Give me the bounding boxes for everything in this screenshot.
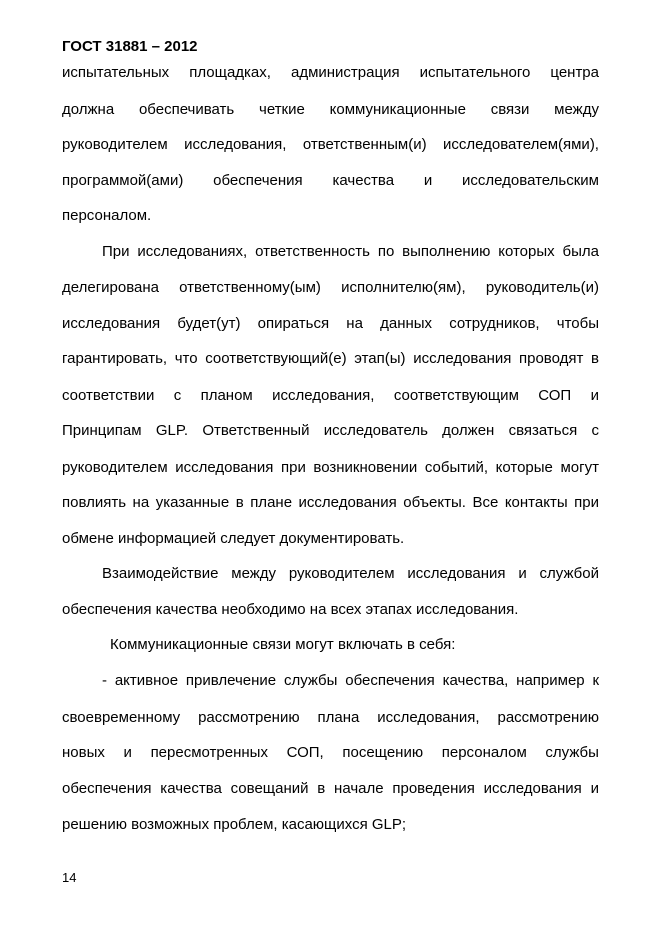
- word: с: [591, 422, 599, 439]
- word: сотрудников,: [449, 315, 540, 332]
- text-line: [62, 350, 599, 367]
- word: что: [174, 350, 198, 367]
- text-line: [102, 672, 599, 689]
- word: ответственному(ым): [179, 279, 321, 296]
- word: совещаний: [230, 780, 309, 797]
- word: пересмотренных: [150, 744, 268, 761]
- word: соответствующим: [393, 387, 519, 404]
- word: на: [346, 315, 363, 332]
- word: четкие: [259, 101, 305, 118]
- word: исследования,: [184, 136, 287, 153]
- word: Принципам: [62, 422, 142, 439]
- word: соответствующий(е): [205, 350, 347, 367]
- word: на: [132, 494, 150, 511]
- word: площадках,: [189, 64, 271, 81]
- word: гарантировать,: [62, 350, 168, 367]
- word: обеспечивать: [138, 101, 235, 118]
- word: персоналом: [441, 744, 527, 761]
- word: Все: [472, 494, 499, 511]
- text-line: [62, 744, 599, 761]
- text-line: обмене информацией следует документировать.: [62, 530, 405, 547]
- word: привлечение: [185, 672, 277, 689]
- text-line: решению возможных проблем, касающихся GLP;: [62, 816, 407, 833]
- word: с: [173, 387, 182, 404]
- text-line: [62, 387, 599, 404]
- word: в: [235, 494, 244, 511]
- word: исследовательским: [462, 172, 599, 189]
- text-line: [62, 315, 599, 332]
- word: и: [590, 387, 599, 404]
- word: соответствии: [62, 387, 155, 404]
- word: обеспечения: [213, 172, 303, 189]
- word: в: [317, 780, 326, 797]
- word: проведения: [392, 780, 475, 797]
- word: опираться: [257, 315, 330, 332]
- word: руководителем: [62, 136, 168, 153]
- text-line: [62, 422, 599, 439]
- word: активное: [114, 672, 179, 689]
- word: по: [377, 243, 395, 260]
- word: между: [231, 565, 277, 582]
- word: событий,: [424, 459, 489, 476]
- word: исследования,: [377, 709, 480, 726]
- word: проводят: [519, 350, 584, 367]
- word: плана: [317, 709, 360, 726]
- word: руководителем: [62, 459, 168, 476]
- word: при: [574, 494, 599, 511]
- text-line: [62, 780, 599, 797]
- word: исследованиях,: [137, 243, 248, 260]
- text-line: [62, 709, 599, 726]
- word: качества,: [442, 672, 509, 689]
- word: планом: [200, 387, 253, 404]
- word: исследования: [413, 350, 512, 367]
- word: GLP.: [155, 422, 189, 439]
- word: связаться: [508, 422, 578, 439]
- word: начале: [334, 780, 384, 797]
- text-line: [102, 243, 599, 260]
- word: рассмотрению: [198, 709, 300, 726]
- word: повлиять: [62, 494, 127, 511]
- word: Взаимодействие: [102, 565, 219, 582]
- word: делегирована: [62, 279, 159, 296]
- word: будет(ут): [177, 315, 241, 332]
- document-header: ГОСТ 31881 – 2012: [62, 38, 198, 55]
- word: При: [102, 243, 130, 260]
- word: ответственным(и): [302, 136, 427, 153]
- word: и: [590, 780, 599, 797]
- word: исследования: [62, 315, 161, 332]
- word: выполнению: [402, 243, 491, 260]
- text-line: [62, 494, 599, 511]
- word: своевременному: [62, 709, 181, 726]
- page-number: 14: [62, 870, 77, 885]
- text-line: [62, 101, 599, 118]
- word: обеспечения: [62, 780, 152, 797]
- word: исследователем(ями),: [443, 136, 599, 153]
- word: к: [592, 672, 599, 689]
- word: службой: [539, 565, 599, 582]
- word: руководителем: [288, 565, 395, 582]
- word: чтобы: [556, 315, 599, 332]
- word: рассмотрению: [497, 709, 599, 726]
- word: и: [123, 744, 132, 761]
- word: при: [280, 459, 306, 476]
- word: посещению: [342, 744, 424, 761]
- word: контакты: [504, 494, 568, 511]
- word: исследования: [483, 780, 582, 797]
- word: и: [423, 172, 433, 189]
- word: исследования: [175, 459, 274, 476]
- text-line: Коммуникационные связи могут включать в себя:: [110, 636, 456, 653]
- word: исследователь: [323, 422, 428, 439]
- word: исследования: [298, 494, 397, 511]
- word: плане: [250, 494, 293, 511]
- word: должна: [62, 101, 115, 118]
- word: например: [516, 672, 585, 689]
- word: исследования,: [272, 387, 375, 404]
- word: объекты.: [403, 494, 466, 511]
- word: была: [562, 243, 599, 260]
- text-line: [62, 459, 599, 476]
- word: службы: [283, 672, 338, 689]
- word: указанные: [155, 494, 230, 511]
- word: между: [554, 101, 599, 118]
- word: должен: [442, 422, 495, 439]
- text-line: [62, 136, 599, 153]
- word: исследования: [407, 565, 506, 582]
- word: испытательных: [62, 64, 170, 81]
- word: ответственность: [255, 243, 370, 260]
- word: коммуникационные: [329, 101, 466, 118]
- word: Ответственный: [202, 422, 310, 439]
- word: этап(ы): [354, 350, 406, 367]
- word: СОП: [538, 387, 572, 404]
- word: обеспечения: [345, 672, 435, 689]
- word: -: [102, 672, 107, 689]
- word: могут: [560, 459, 599, 476]
- word: центра: [550, 64, 599, 81]
- word: которых: [498, 243, 555, 260]
- word: программой(ами): [62, 172, 184, 189]
- text-line: обеспечения качества необходимо на всех этапах исследования.: [62, 601, 519, 618]
- word: исполнителю(ям),: [341, 279, 466, 296]
- word: и: [518, 565, 527, 582]
- word: в: [591, 350, 599, 367]
- word: качества: [332, 172, 395, 189]
- word: испытательного: [419, 64, 531, 81]
- word: качества: [160, 780, 222, 797]
- word: данных: [380, 315, 433, 332]
- word: службы: [545, 744, 599, 761]
- text-line: [102, 565, 599, 582]
- text-line: [62, 64, 599, 81]
- text-line: персоналом.: [62, 207, 152, 224]
- word: новых: [62, 744, 105, 761]
- word: СОП,: [286, 744, 324, 761]
- text-line: [62, 172, 599, 189]
- word: которые: [495, 459, 553, 476]
- word: возникновении: [313, 459, 418, 476]
- word: руководитель(и): [485, 279, 599, 296]
- word: администрация: [290, 64, 400, 81]
- text-line: [62, 279, 599, 296]
- word: связи: [490, 101, 530, 118]
